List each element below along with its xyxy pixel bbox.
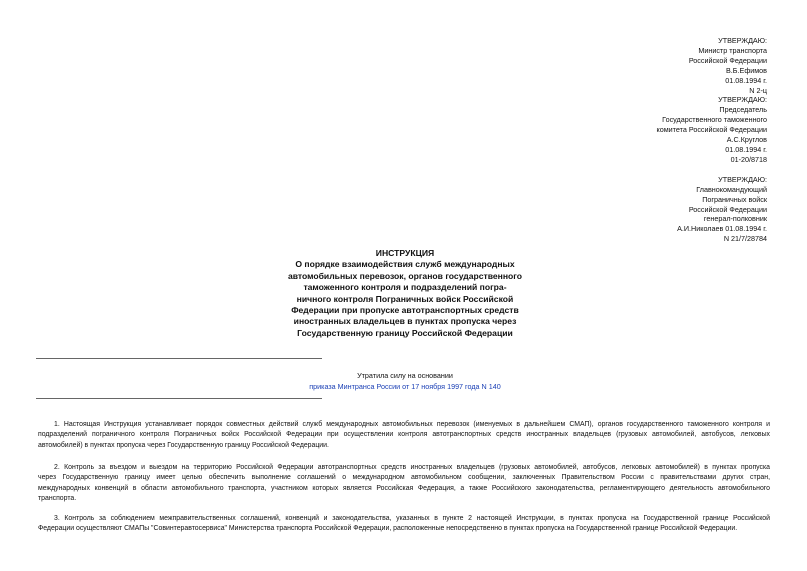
paragraph-1 <box>38 420 770 451</box>
paragraph-line: 2. Контроль за въездом и выездом на территорию Российской Федерации автотранспортных средств иностранных владельцев (грузовых автомобилей, автобусов, легковых автомобилей) в пунктах пропуска <box>54 464 770 471</box>
approvals-block <box>656 36 767 254</box>
approval-line: N 21/7/28784 <box>723 234 767 244</box>
approval-line: Российской Федерации <box>688 204 767 214</box>
approval-group-2 <box>656 175 767 244</box>
paragraph-line: 3. Контроль за соблюдением межправительственных соглашений, конвенций и законодательства, указанных в пункте 2 настоящей Инструкции, в пунктах пропуска на Государственной границе Российской <box>54 515 770 522</box>
title-line: Федерации при пропуске автотранспортных средств <box>291 305 519 316</box>
paragraph-line: 1. Настоящая Инструкция устанавливает порядок совместных действий служб международных автомобильных перевозок (именуемых в дальнейшем СМАП), органов государственного таможенного контроля и <box>54 421 770 428</box>
approval-line: 01.08.1994 г. <box>725 144 767 154</box>
approval-line: А.И.Николаев 01.08.1994 г. <box>677 224 767 234</box>
title-line: иностранных владельцев в пунктах пропуска через <box>293 316 517 327</box>
approval-group-1 <box>656 36 767 165</box>
approval-line: N 2-ц <box>749 85 767 95</box>
approval-line: Государственного таможенного <box>662 115 767 125</box>
paragraph-3 <box>38 514 770 535</box>
approval-line: Главнокомандующий <box>696 184 767 194</box>
paragraph-line: международных конвенций в области автомобильного транспорта, участником которых является Российская Федерация, а также Российского законодательства, регламентирующего деятельность автомобильного <box>38 484 770 492</box>
title-line: ничного контроля Пограничных войск Российской <box>296 293 514 304</box>
document-title <box>240 248 570 339</box>
approval-line: УТВЕРЖДАЮ: <box>718 36 767 45</box>
title-line: таможенного контроля и подразделений погра- <box>303 282 507 293</box>
paragraph-2 <box>38 463 770 504</box>
approval-line: УТВЕРЖДАЮ: <box>718 174 767 184</box>
paragraph-line: подразделений пограничного контроля Пограничных войск Российской Федерации при осуществлении контроля автотранспортных средств иностранных владельцев (грузовых автомобилей, автобусов, легковых <box>38 431 770 439</box>
divider <box>36 398 322 399</box>
approval-line: В.Б.Ефимов <box>726 65 767 75</box>
paragraph-line: автомобилей) в пунктах пропуска через Государственную границу Российской Федерации. <box>38 441 329 449</box>
repeal-notice <box>230 371 580 392</box>
paragraph-line: через Государственную границу имеет целью обеспечить выполнение соглашений о международном автомобильном сообщении, заключенных Правительством России с правительствами других стран, <box>38 474 770 482</box>
paragraph-line: транспорта. <box>38 494 77 502</box>
approval-line: Российской Федерации <box>688 55 767 65</box>
repeal-notice-text: Утратила силу на основании <box>357 371 453 380</box>
repeal-order-link[interactable]: приказа Минтранса России от 17 ноября 1997 года N 140 <box>309 381 501 391</box>
title-line: О порядке взаимодействия служб международных <box>295 259 515 270</box>
approval-line: Министр транспорта <box>698 45 767 55</box>
approval-line: 01-20/8718 <box>730 154 767 164</box>
approval-line: Пограничных войск <box>702 194 767 204</box>
divider <box>36 358 322 359</box>
title-line: Государственную границу Российской Федерации <box>297 327 513 338</box>
title-line: ИНСТРУКЦИЯ <box>375 248 435 258</box>
approval-line: Председатель <box>719 105 767 115</box>
approval-line: генерал-полковник <box>703 214 767 224</box>
title-line: автомобильных перевозок, органов государственного <box>287 270 523 281</box>
approval-line: УТВЕРЖДАЮ: <box>718 95 767 105</box>
approval-line: комитета Российской Федерации <box>656 125 767 135</box>
approval-line: 01.08.1994 г. <box>725 75 767 85</box>
paragraph-line: Федерации осуществляют СМАПы "Совинтеравтосервиса" Министерства транспорта Российской Федерации, расположенные непосредственно в пунктах пропуска на Государственной границе Российской Федерации. <box>38 525 738 533</box>
approval-line: А.С.Круглов <box>726 135 767 145</box>
